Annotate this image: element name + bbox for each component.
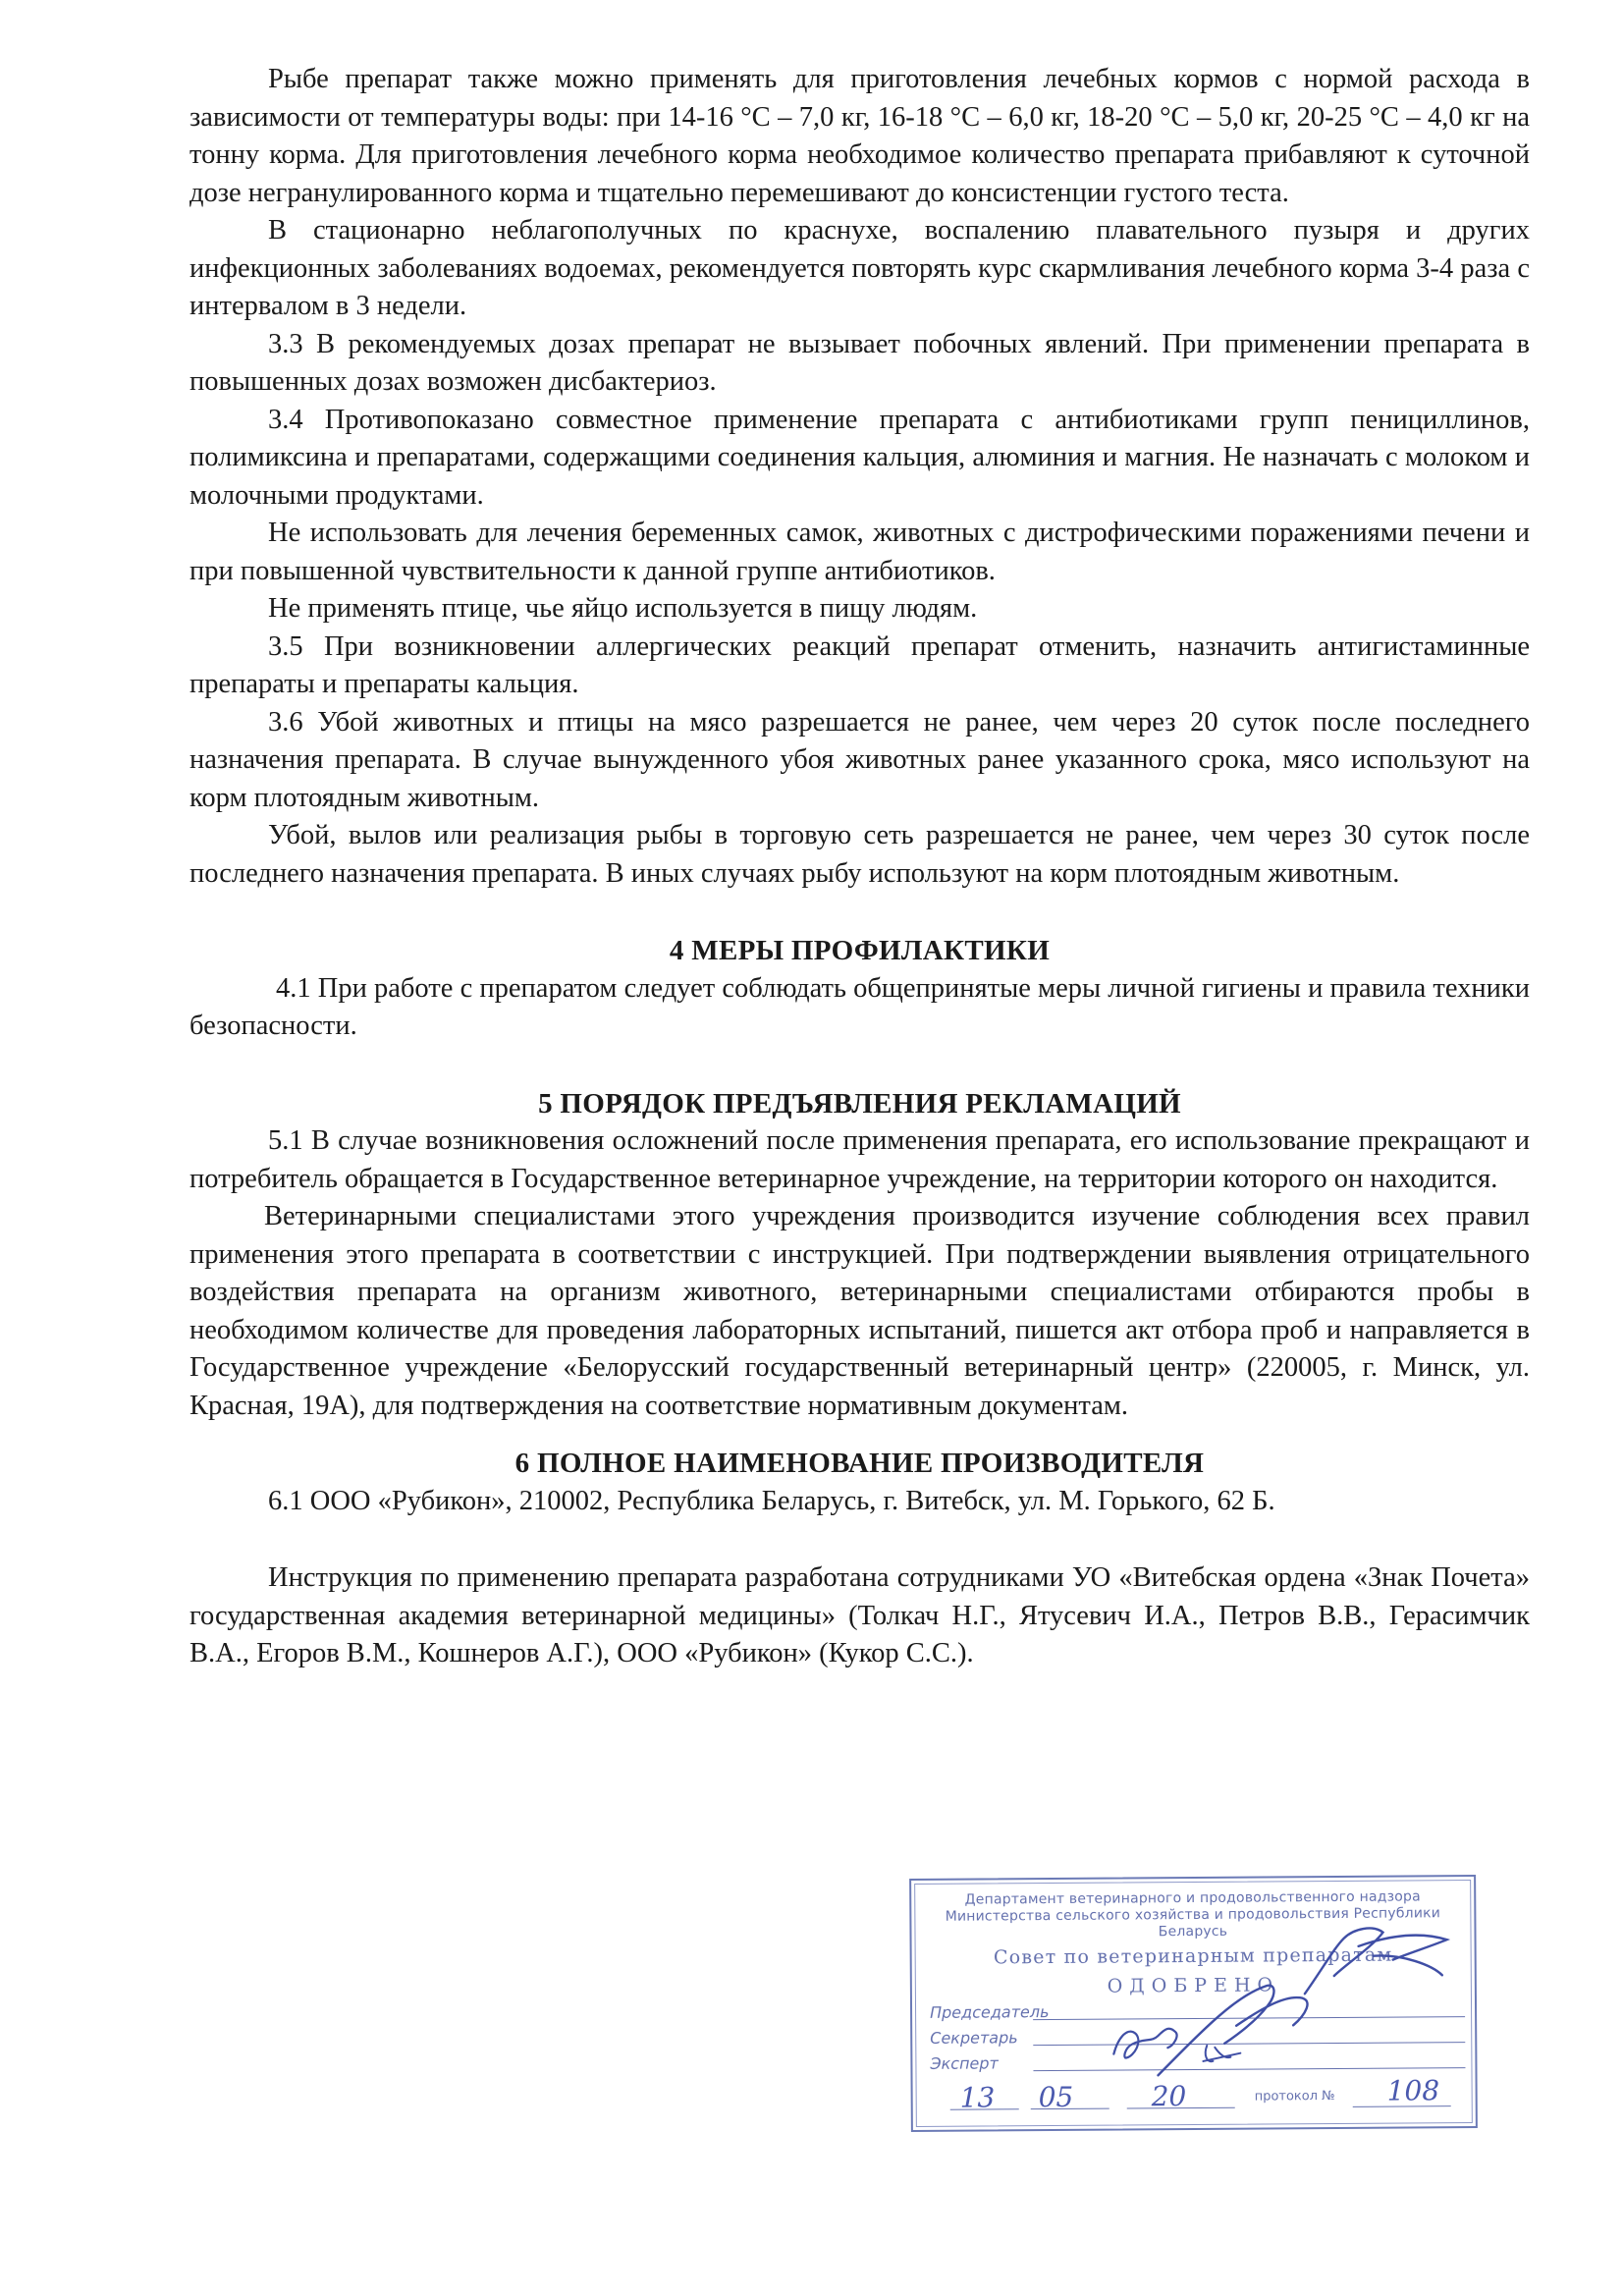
paragraph-repeat-course: В стационарно неблагополучных по краснухе, воспалению плавательного пузыря и других инфекционных заболеваниях водоемах, рекомендуется повторять курс скармливания лечебного корма 3-4 раза с интервалом в 3 недели. — [189, 215, 1530, 321]
paragraph-3-4: 3.4 Противопоказано совместное применение препарата с антибиотиками групп пенициллинов, полимиксина и препаратами, содержащими соединения кальция, алюминия и магния. Не назначать с молоком и молочными продуктами. — [189, 404, 1530, 511]
stamp-approved: ОДОБРЕНО — [1107, 1974, 1280, 1997]
paragraph-contraindications: Не использовать для лечения беременных самок, животных с дистрофическими поражениями печени и при повышенной чувствительности к данной группе антибиотиков. — [189, 518, 1530, 586]
paragraph-fish-feed: Рыбе препарат также можно применять для приготовления лечебных кормов с нормой расхода в зависимости от температуры воды: при 14-16 °С – 7,0 кг, 16-18 °С – 6,0 кг, 18-20 °С – 5,0 кг, 20-25 °С – 4,0 кг на тонну корма. Для приготовления лечебного корма необходимое количество препарата прибавляют к суточной дозе негранулированного корма и тщательно перемешивают до консистенции густого теста. — [189, 64, 1530, 208]
paragraph-fish-slaughter: Убой, вылов или реализация рыбы в торговую сеть разрешается не ранее, чем через 30 суток после последнего назначения препарата. В иных случаях рыбу используют на корм плотоядным животным. — [189, 820, 1530, 889]
spacer — [189, 1046, 1530, 1085]
authors-note: Инструкция по применению препарата разработана сотрудниками УО «Витебская ордена «Знак Почета» государственная академия ветеринарной медицины» (Толкач Н.Г., Ятусевич И.А., Петров В.В., Герасимчик В.А., Егоров В.М., Кошнеров А.Г.), ООО «Рубикон» (Кукор С.С.). — [189, 1562, 1530, 1668]
stamp-protocol-label: протокол № — [1254, 2088, 1335, 2105]
stamp-date-row — [941, 2074, 1451, 2114]
paragraph-4-1: 4.1 При работе с препаратом следует соблюдать общепринятые меры личной гигиены и правила техники безопасности. — [189, 972, 1530, 1041]
section-5-heading: 5 ПОРЯДОК ПРЕДЪЯВЛЕНИЯ РЕКЛАМАЦИЙ — [538, 1087, 1181, 1120]
stamp-secretary-label: Секретарь — [930, 2028, 1018, 2048]
section-4-heading: 4 МЕРЫ ПРОФИЛАКТИКИ — [669, 935, 1051, 966]
stamp-protocol-number: 108 — [1386, 2074, 1440, 2107]
paragraph-3-3: 3.3 В рекомендуемых дозах препарат не вызывает побочных явлений. При применении препарата в повышенных дозах возможен дисбактериоз. — [189, 328, 1530, 397]
stamp-chairman-label: Председатель — [929, 2002, 1050, 2022]
paragraph-5-1: 5.1 В случае возникновения осложнений после применения препарата, его использование прекращают и потребитель обращается в Государственное ветеринарное учреждение, на территории которого он находится. — [189, 1125, 1530, 1194]
document-page — [189, 61, 1530, 1673]
stamp-chairman-line — [1033, 2016, 1465, 2020]
stamp-expert-row — [930, 2053, 999, 2072]
paragraph-3-5: 3.5 При возникновении аллергических реакций препарат отменить, назначить антигистаминные препараты и препараты кальция. — [189, 630, 1530, 699]
stamp-date-month: 05 — [1038, 2080, 1074, 2114]
paragraph-poultry: Не применять птице, чье яйцо используется в пищу людям. — [268, 593, 978, 624]
stamp-date-year: 20 — [1151, 2080, 1187, 2113]
stamp-expert-line — [1033, 2067, 1465, 2071]
stamp-expert-label: Эксперт — [930, 2053, 999, 2073]
approval-stamp — [909, 1875, 1478, 2132]
paragraph-6-1: 6.1 ООО «Рубикон», 210002, Республика Беларусь, г. Витебск, ул. М. Горького, 62 Б. — [268, 1485, 1275, 1516]
spacer — [189, 1520, 1530, 1559]
stamp-date-day: 13 — [959, 2081, 996, 2114]
stamp-council: Совет по ветеринарным препаратам — [993, 1943, 1393, 1969]
spacer — [189, 893, 1530, 932]
paragraph-5-2: Ветеринарными специалистами этого учреждения производится изучение соблюдения всех правил применения этого препарата в соответствии с инструкцией. При подтверждении выявления отрицательного воздействия препарата на организм животного, ветеринарными специалистами отбираются пробы в необходимом количестве для проведения лабораторных испытаний, пишется акт отбора проб и направляется в Государственное учреждение «Белорусский государственный ветеринарный центр» (220005, г. Минск, ул. Красная, 19А), для подтверждения на соответствие нормативным документам. — [189, 1201, 1530, 1421]
expert-signature — [1203, 2046, 1240, 2062]
section-6-heading: 6 ПОЛНОЕ НАИМЕНОВАНИЕ ПРОИЗВОДИТЕЛЯ — [514, 1448, 1205, 1479]
paragraph-3-6: 3.6 Убой животных и птицы на мясо разрешается не ранее, чем через 20 суток после последнего назначения препарата. В случае вынужденного убоя животных ранее указанного срока, мясо используют на корм плотоядным животным. — [189, 706, 1530, 813]
spacer — [189, 1425, 1530, 1445]
stamp-department: Департамент ветеринарного и продовольственного надзора Министерства сельского хозяйства и продовольствия Республики Беларусь — [945, 1888, 1441, 1941]
stamp-chairman-row — [930, 2002, 1050, 2022]
stamp-secretary-row — [930, 2028, 1018, 2048]
stamp-secretary-line — [1033, 2042, 1465, 2046]
